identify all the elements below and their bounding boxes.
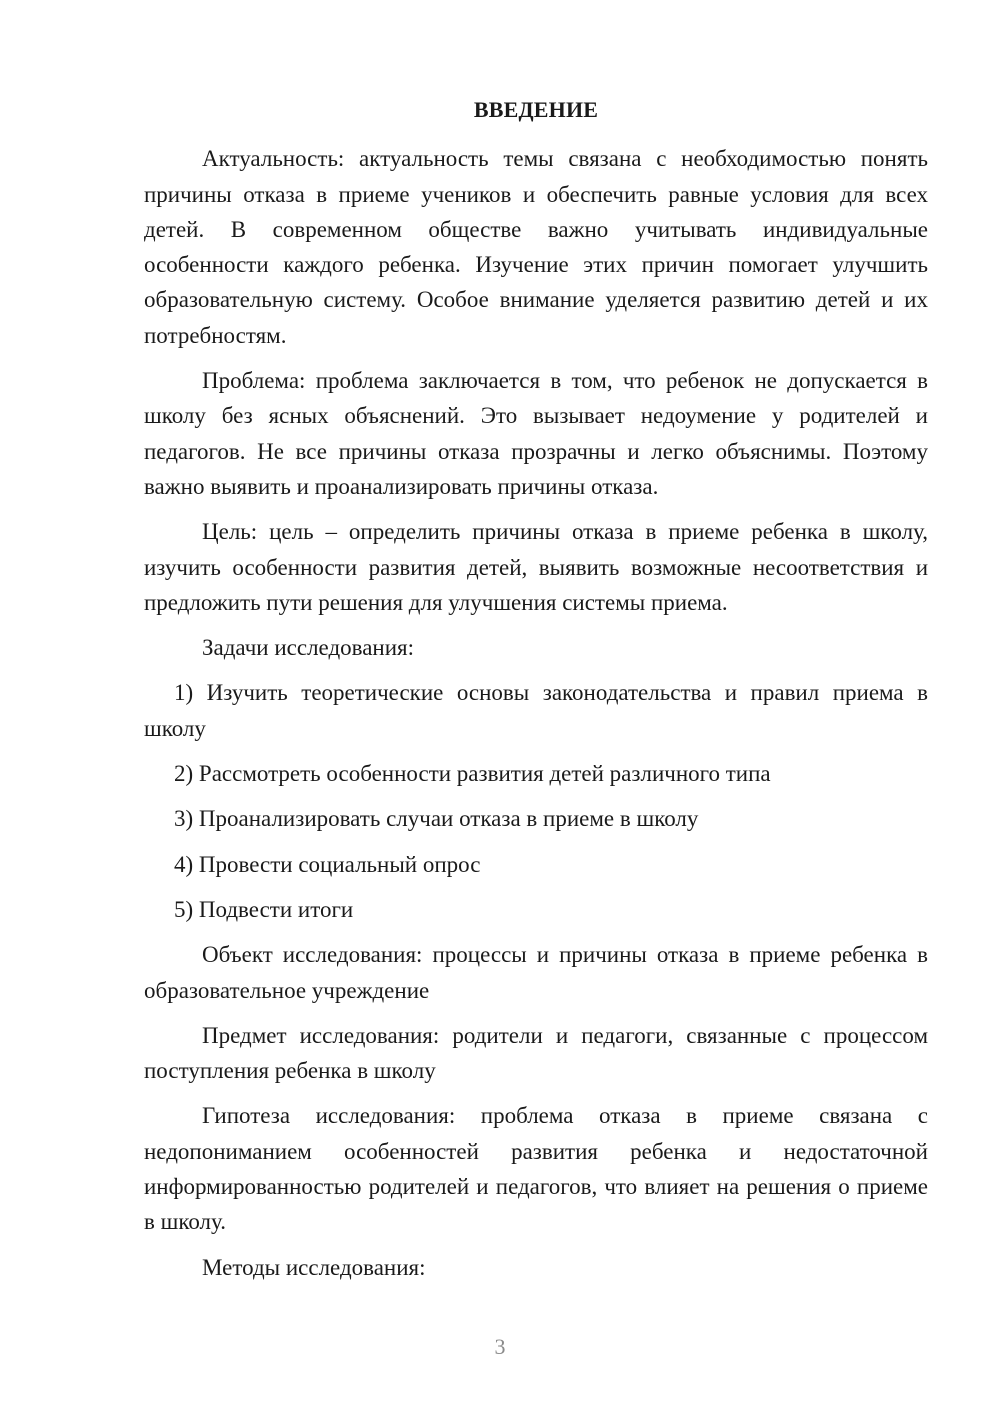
task-item: 4) Провести социальный опрос — [174, 851, 481, 877]
object-paragraph: Объект исследования: процессы и причины отказа в приеме ребенка в образовательное учреждение — [144, 942, 928, 1003]
task-item: 3) Проанализировать случаи отказа в приеме в школу — [174, 806, 699, 832]
page-number: 3 — [494, 1334, 506, 1359]
hypothesis-paragraph: Гипотеза исследования: проблема отказа в приеме связана с недопониманием особенностей развития ребенка и недостаточной информированностью родителей и педагогов, что влияет на решения о приеме в школу. — [144, 1103, 928, 1235]
section-title: ВВЕДЕНИЕ — [473, 97, 599, 122]
goal-paragraph: Цель: цель – определить причины отказа в приеме ребенка в школу, изучить особенности развития детей, выявить возможные несоответствия и предложить пути решения для улучшения системы приема. — [144, 519, 928, 615]
task-item: 5) Подвести итоги — [174, 896, 354, 922]
page-content — [144, 92, 928, 1295]
methods-heading: Методы исследования: — [202, 1254, 426, 1280]
task-item: 2) Рассмотреть особенности развития детей различного типа — [174, 761, 771, 787]
subject-paragraph: Предмет исследования: родители и педагоги, связанные с процессом поступления ребенка в школу — [144, 1022, 928, 1084]
tasks-heading: Задачи исследования: — [202, 635, 415, 661]
task-item: 1) Изучить теоретические основы законодательства и правил приема в школу — [144, 680, 928, 741]
relevance-paragraph: Актуальность: актуальность темы связана с необходимостью понять причины отказа в приеме учеников и обеспечить равные условия для всех детей. В современном обществе важно учитывать индивидуальные особенности каждого ребенка. Изучение этих причин помогает улучшить образовательную систему. Особое внимание уделяется развитию детей и их потребностям. — [144, 146, 928, 348]
problem-paragraph: Проблема: проблема заключается в том, что ребенок не допускается в школу без ясных объяснений. Это вызывает недоумение у родителей и педагогов. Не все причины отказа прозрачны и легко объяснимы. Поэтому важно выявить и проанализировать причины отказа. — [144, 368, 928, 499]
